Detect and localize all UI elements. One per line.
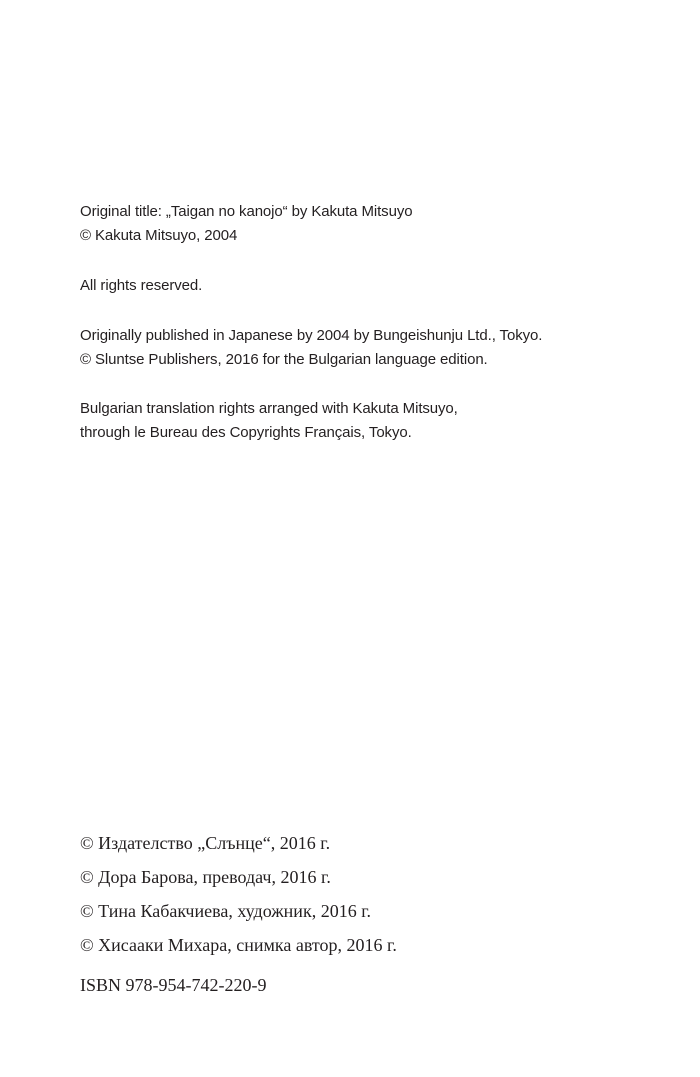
translator-credit-line: © Дора Барова, преводач, 2016 г. [80, 867, 331, 887]
original-title-line: Original title: „Taigan no kanojo“ by Kakuta Mitsuyo [80, 203, 413, 220]
author-copyright-line: © Kakuta Mitsuyo, 2004 [80, 227, 238, 244]
edition-copyright-line: © Sluntse Publishers, 2016 for the Bulgarian language edition. [80, 351, 488, 368]
bulgarian-credits-block [80, 826, 397, 962]
original-publication-line: Originally published in Japanese by 2004 by Bungeishunju Ltd., Tokyo. [80, 327, 543, 344]
rights-reserved-block [80, 274, 202, 298]
publisher-credit-line: © Издателство „Слънце“, 2016 г. [80, 833, 331, 853]
translation-rights-line-2: through le Bureau des Copyrights Français, Tokyo. [80, 424, 412, 441]
original-title-block [80, 200, 412, 248]
isbn-line: ISBN 978-954-742-220-9 [80, 975, 267, 995]
rights-reserved-line: All rights reserved. [80, 277, 203, 294]
isbn-block [80, 968, 267, 1002]
photo-credit-line: © Хисааки Михара, снимка автор, 2016 г. [80, 935, 397, 955]
publication-block [80, 324, 542, 372]
translation-rights-block [80, 397, 458, 445]
artist-credit-line: © Тина Кабакчиева, художник, 2016 г. [80, 901, 372, 921]
translation-rights-line-1: Bulgarian translation rights arranged with Kakuta Mitsuyo, [80, 400, 458, 417]
